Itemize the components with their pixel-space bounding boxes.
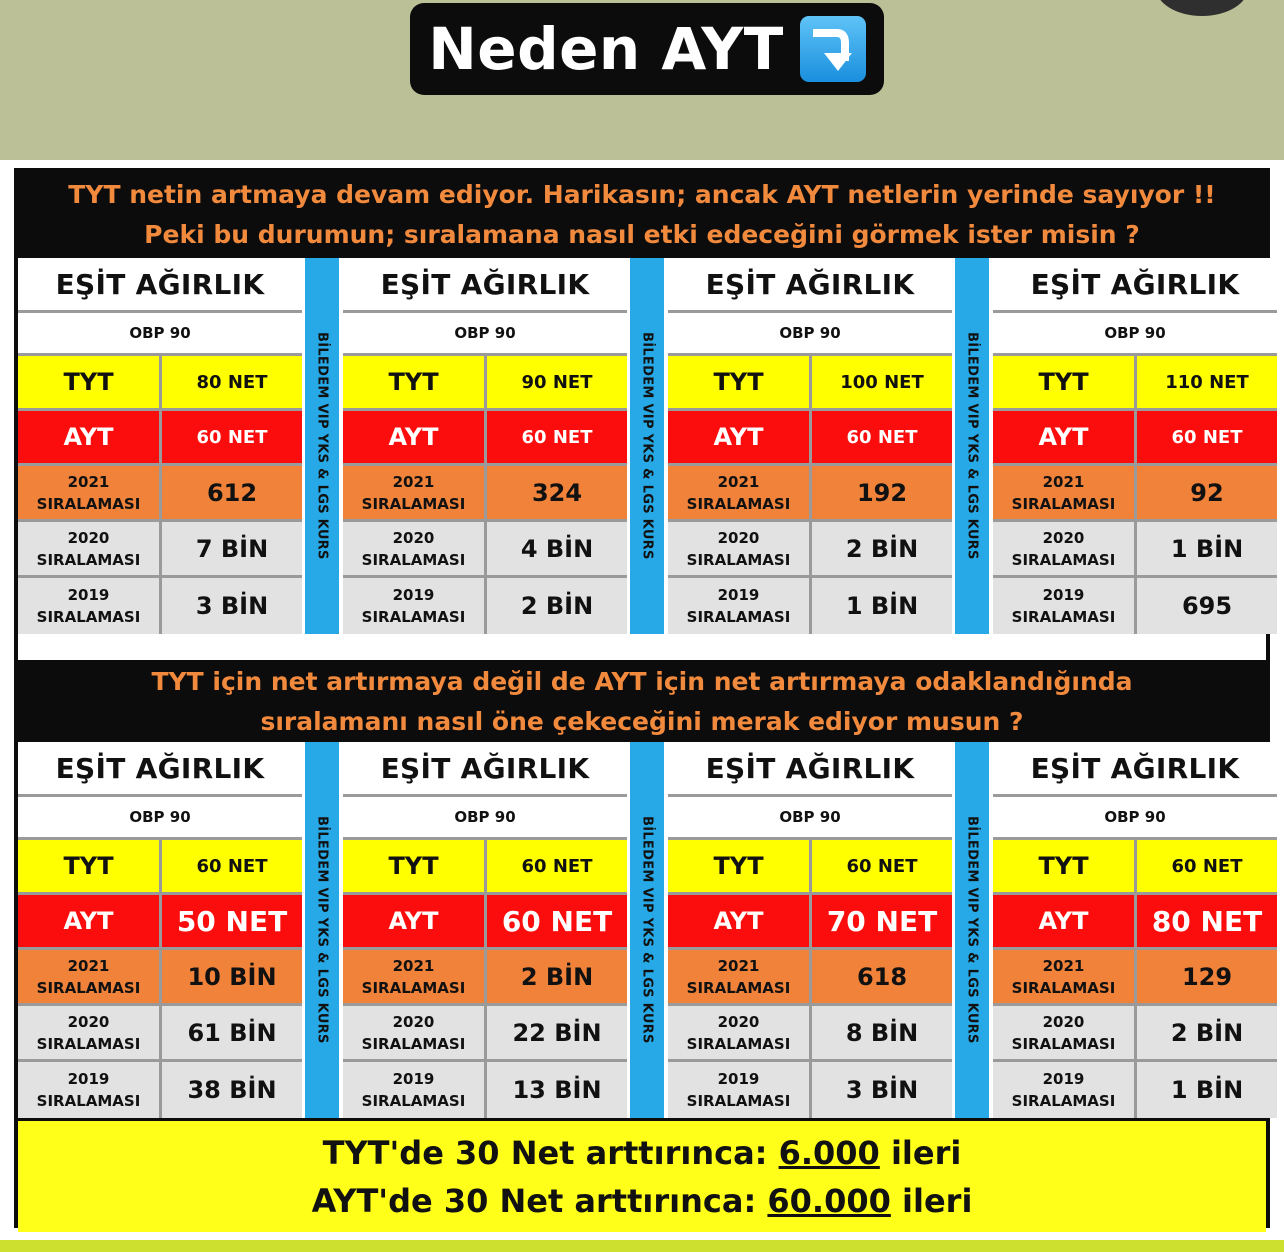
obp-label: OBP 90 — [18, 313, 302, 353]
year-label-wrap — [37, 584, 141, 628]
year: 2021 — [1042, 472, 1085, 491]
ranking-value: 38 BİN — [162, 1062, 302, 1118]
siralamasi-label: SIRALAMASI — [361, 550, 466, 569]
year-label-wrap — [1012, 955, 1116, 999]
year-label-wrap — [362, 584, 466, 628]
siralamasi-label: SIRALAMASI — [361, 1092, 466, 1110]
tyt-net-value: 90 NET — [487, 356, 627, 408]
siralamasi-label: SIRALAMASI — [361, 494, 466, 513]
footer-line1 — [323, 1129, 962, 1177]
ranking-value: 1 BİN — [1137, 1062, 1277, 1118]
ayt-label: AYT — [343, 411, 484, 463]
ranking-year-label — [343, 1062, 484, 1118]
siralamasi-label: SIRALAMASI — [36, 1034, 141, 1053]
tyt-label: TYT — [343, 840, 484, 892]
siralamasi-label: SIRALAMASI — [686, 608, 791, 626]
ranking-panel — [668, 742, 952, 1118]
ranking-year-label — [18, 466, 159, 519]
tyt-net-value: 60 NET — [812, 840, 952, 892]
tyt-label: TYT — [993, 356, 1134, 408]
tyt-net-value: 110 NET — [1137, 356, 1277, 408]
siralamasi-label: SIRALAMASI — [36, 550, 141, 569]
top-banner — [0, 0, 1284, 160]
obp-label: OBP 90 — [668, 797, 952, 837]
ranking-year-label — [668, 950, 809, 1003]
brand-divider — [630, 258, 664, 634]
bottom-strip — [0, 1240, 1284, 1252]
footer-line2 — [312, 1177, 973, 1225]
ranking-year-label — [993, 522, 1134, 575]
year-label-wrap — [687, 955, 791, 999]
ranking-year-label — [993, 578, 1134, 634]
section1-line2: Peki bu durumun; sıralamana nasıl etki edeceğini görmek ister misin ? — [144, 220, 1140, 249]
ranking-value: 2 BİN — [1137, 1006, 1277, 1059]
siralamasi-label: SIRALAMASI — [1011, 608, 1116, 626]
year: 2021 — [67, 472, 110, 491]
corner-button[interactable] — [1156, 0, 1248, 16]
year-label-wrap — [687, 527, 791, 571]
year: 2020 — [717, 1012, 760, 1031]
year: 2020 — [1042, 1012, 1085, 1031]
year: 2019 — [1042, 586, 1085, 604]
siralamasi-label: SIRALAMASI — [686, 978, 791, 997]
ranking-panel — [668, 258, 952, 634]
year: 2020 — [67, 1012, 110, 1031]
divider-text: BİLEDEM VIP YKS & LGS KURS — [639, 332, 655, 560]
footer-line1-suffix: ileri — [879, 1133, 962, 1172]
siralamasi-label: SIRALAMASI — [686, 494, 791, 513]
poster — [0, 160, 1284, 1240]
year: 2019 — [717, 586, 760, 604]
ayt-label: AYT — [343, 895, 484, 947]
panel-title: EŞİT AĞIRLIK — [343, 258, 627, 310]
section1-grid — [18, 258, 1266, 634]
ranking-value: 618 — [812, 950, 952, 1003]
ranking-value: 324 — [487, 466, 627, 519]
ranking-value: 129 — [1137, 950, 1277, 1003]
ayt-label: AYT — [993, 895, 1134, 947]
tyt-label: TYT — [668, 840, 809, 892]
footer-line2-suffix: ileri — [890, 1181, 973, 1220]
footer-summary — [18, 1118, 1266, 1232]
ranking-year-label — [343, 522, 484, 575]
panel-title: EŞİT AĞIRLIK — [668, 258, 952, 310]
ranking-panel — [18, 742, 302, 1118]
ranking-value: 4 BİN — [487, 522, 627, 575]
siralamasi-label: SIRALAMASI — [686, 1092, 791, 1110]
year: 2019 — [717, 1070, 760, 1088]
ayt-label: AYT — [18, 411, 159, 463]
panel-title: EŞİT AĞIRLIK — [343, 742, 627, 794]
ranking-year-label — [993, 1062, 1134, 1118]
ranking-year-label — [993, 950, 1134, 1003]
ranking-panel — [993, 258, 1277, 634]
siralamasi-label: SIRALAMASI — [361, 608, 466, 626]
obp-label: OBP 90 — [993, 797, 1277, 837]
divider-text: BİLEDEM VIP YKS & LGS KURS — [964, 332, 980, 560]
ranking-year-label — [18, 1006, 159, 1059]
ranking-year-label — [343, 578, 484, 634]
year-label-wrap — [1012, 1068, 1116, 1112]
ranking-value: 92 — [1137, 466, 1277, 519]
year-label-wrap — [1012, 471, 1116, 515]
year-label-wrap — [362, 955, 466, 999]
year: 2019 — [67, 1070, 110, 1088]
ranking-value: 2 BİN — [487, 578, 627, 634]
ranking-panel — [343, 258, 627, 634]
tyt-label: TYT — [993, 840, 1134, 892]
section-separator — [18, 634, 1266, 660]
ranking-year-label — [18, 950, 159, 1003]
siralamasi-label: SIRALAMASI — [361, 978, 466, 997]
year-label-wrap — [37, 1011, 141, 1055]
siralamasi-label: SIRALAMASI — [686, 550, 791, 569]
ranking-year-label — [668, 466, 809, 519]
ranking-year-label — [668, 1062, 809, 1118]
year-label-wrap — [687, 584, 791, 628]
year-label-wrap — [362, 1068, 466, 1112]
year: 2021 — [717, 956, 760, 975]
brand-divider — [630, 742, 664, 1118]
ayt-net-value: 60 NET — [812, 411, 952, 463]
siralamasi-label: SIRALAMASI — [36, 494, 141, 513]
ayt-net-value: 60 NET — [162, 411, 302, 463]
ayt-net-value: 70 NET — [812, 895, 952, 947]
ayt-net-value: 60 NET — [487, 895, 627, 947]
year-label-wrap — [687, 1011, 791, 1055]
siralamasi-label: SIRALAMASI — [361, 1034, 466, 1053]
ranking-year-label — [343, 950, 484, 1003]
ayt-label: AYT — [18, 895, 159, 947]
ayt-net-value: 80 NET — [1137, 895, 1277, 947]
ayt-label: AYT — [668, 411, 809, 463]
ayt-label: AYT — [668, 895, 809, 947]
section1-line1: TYT netin artmaya devam ediyor. Harikasın; ancak AYT netlerin yerinde sayıyor !! — [68, 180, 1216, 209]
ranking-year-label — [993, 1006, 1134, 1059]
brand-divider — [955, 742, 989, 1118]
year-label-wrap — [362, 527, 466, 571]
obp-label: OBP 90 — [993, 313, 1277, 353]
ayt-net-value: 60 NET — [487, 411, 627, 463]
panel-title: EŞİT AĞIRLIK — [993, 258, 1277, 310]
siralamasi-label: SIRALAMASI — [1011, 550, 1116, 569]
year: 2021 — [392, 472, 435, 491]
section2-line2: sıralamanı nasıl öne çekeceğini merak ediyor musun ? — [260, 707, 1024, 736]
ranking-year-label — [668, 1006, 809, 1059]
year: 2021 — [1042, 956, 1085, 975]
obp-label: OBP 90 — [18, 797, 302, 837]
ranking-year-label — [668, 522, 809, 575]
footer-line2-prefix: AYT'de 30 Net arttırınca: — [311, 1181, 768, 1220]
footer-line2-value: 60.000 — [767, 1181, 891, 1220]
divider-text: BİLEDEM VIP YKS & LGS KURS — [964, 816, 980, 1044]
ranking-value: 192 — [812, 466, 952, 519]
ranking-year-label — [343, 1006, 484, 1059]
ranking-value: 1 BİN — [812, 578, 952, 634]
section1-headline — [18, 172, 1266, 258]
tyt-label: TYT — [18, 840, 159, 892]
tyt-net-value: 60 NET — [487, 840, 627, 892]
year: 2019 — [67, 586, 110, 604]
brand-divider — [955, 258, 989, 634]
siralamasi-label: SIRALAMASI — [36, 978, 141, 997]
divider-text: BİLEDEM VIP YKS & LGS KURS — [314, 332, 330, 560]
year: 2020 — [717, 528, 760, 547]
panel-title: EŞİT AĞIRLIK — [668, 742, 952, 794]
ranking-year-label — [18, 578, 159, 634]
year: 2020 — [67, 528, 110, 547]
year-label-wrap — [362, 471, 466, 515]
siralamasi-label: SIRALAMASI — [1011, 1092, 1116, 1110]
footer-line1-prefix: TYT'de 30 Net arttırınca: — [322, 1133, 779, 1172]
year-label-wrap — [1012, 584, 1116, 628]
year-label-wrap — [687, 1068, 791, 1112]
tyt-net-value: 80 NET — [162, 356, 302, 408]
siralamasi-label: SIRALAMASI — [686, 1034, 791, 1053]
ranking-value: 7 BİN — [162, 522, 302, 575]
section2-grid — [18, 742, 1266, 1118]
ranking-value: 2 BİN — [487, 950, 627, 1003]
title-badge — [410, 3, 884, 95]
panel-title: EŞİT AĞIRLIK — [993, 742, 1277, 794]
year: 2020 — [392, 1012, 435, 1031]
year: 2021 — [392, 956, 435, 975]
tyt-label: TYT — [343, 356, 484, 408]
ranking-year-label — [993, 466, 1134, 519]
tyt-label: TYT — [668, 356, 809, 408]
ranking-value: 10 BİN — [162, 950, 302, 1003]
ranking-panel — [343, 742, 627, 1118]
right-arrow-curving-down-icon — [800, 16, 866, 82]
ranking-value: 1 BİN — [1137, 522, 1277, 575]
poster-frame — [14, 168, 1270, 1228]
ranking-value: 612 — [162, 466, 302, 519]
year-label-wrap — [37, 955, 141, 999]
section2-line1: TYT için net artırmaya değil de AYT için net artırmaya odaklandığında — [151, 667, 1133, 696]
year-label-wrap — [1012, 1011, 1116, 1055]
brand-divider — [305, 258, 339, 634]
ranking-value: 8 BİN — [812, 1006, 952, 1059]
ayt-net-value: 60 NET — [1137, 411, 1277, 463]
ranking-panel — [18, 258, 302, 634]
ranking-value: 2 BİN — [812, 522, 952, 575]
year-label-wrap — [687, 471, 791, 515]
ayt-net-value: 50 NET — [162, 895, 302, 947]
footer-line1-value: 6.000 — [778, 1133, 880, 1172]
panel-title: EŞİT AĞIRLIK — [18, 258, 302, 310]
ayt-label: AYT — [993, 411, 1134, 463]
ranking-panel — [993, 742, 1277, 1118]
ranking-year-label — [18, 522, 159, 575]
year-label-wrap — [1012, 527, 1116, 571]
section2-headline — [18, 660, 1266, 742]
ranking-value: 3 BİN — [162, 578, 302, 634]
year-label-wrap — [37, 527, 141, 571]
year: 2019 — [392, 586, 435, 604]
ranking-value: 695 — [1137, 578, 1277, 634]
tyt-net-value: 60 NET — [162, 840, 302, 892]
ranking-value: 61 BİN — [162, 1006, 302, 1059]
siralamasi-label: SIRALAMASI — [1011, 978, 1116, 997]
year-label-wrap — [37, 471, 141, 515]
year-label-wrap — [37, 1068, 141, 1112]
year-label-wrap — [362, 1011, 466, 1055]
ranking-year-label — [343, 466, 484, 519]
ranking-value: 3 BİN — [812, 1062, 952, 1118]
obp-label: OBP 90 — [343, 313, 627, 353]
tyt-label: TYT — [18, 356, 159, 408]
obp-label: OBP 90 — [668, 313, 952, 353]
siralamasi-label: SIRALAMASI — [1011, 1034, 1116, 1053]
year: 2020 — [392, 528, 435, 547]
year: 2021 — [717, 472, 760, 491]
ranking-year-label — [18, 1062, 159, 1118]
page-title: Neden AYT — [428, 15, 784, 83]
tyt-net-value: 100 NET — [812, 356, 952, 408]
year: 2021 — [67, 956, 110, 975]
panel-title: EŞİT AĞIRLIK — [18, 742, 302, 794]
siralamasi-label: SIRALAMASI — [36, 608, 141, 626]
ranking-value: 22 BİN — [487, 1006, 627, 1059]
ranking-year-label — [668, 578, 809, 634]
ranking-value: 13 BİN — [487, 1062, 627, 1118]
divider-text: BİLEDEM VIP YKS & LGS KURS — [314, 816, 330, 1044]
siralamasi-label: SIRALAMASI — [36, 1092, 141, 1110]
brand-divider — [305, 742, 339, 1118]
year: 2020 — [1042, 528, 1085, 547]
year: 2019 — [1042, 1070, 1085, 1088]
divider-text: BİLEDEM VIP YKS & LGS KURS — [639, 816, 655, 1044]
siralamasi-label: SIRALAMASI — [1011, 494, 1116, 513]
year: 2019 — [392, 1070, 435, 1088]
obp-label: OBP 90 — [343, 797, 627, 837]
tyt-net-value: 60 NET — [1137, 840, 1277, 892]
